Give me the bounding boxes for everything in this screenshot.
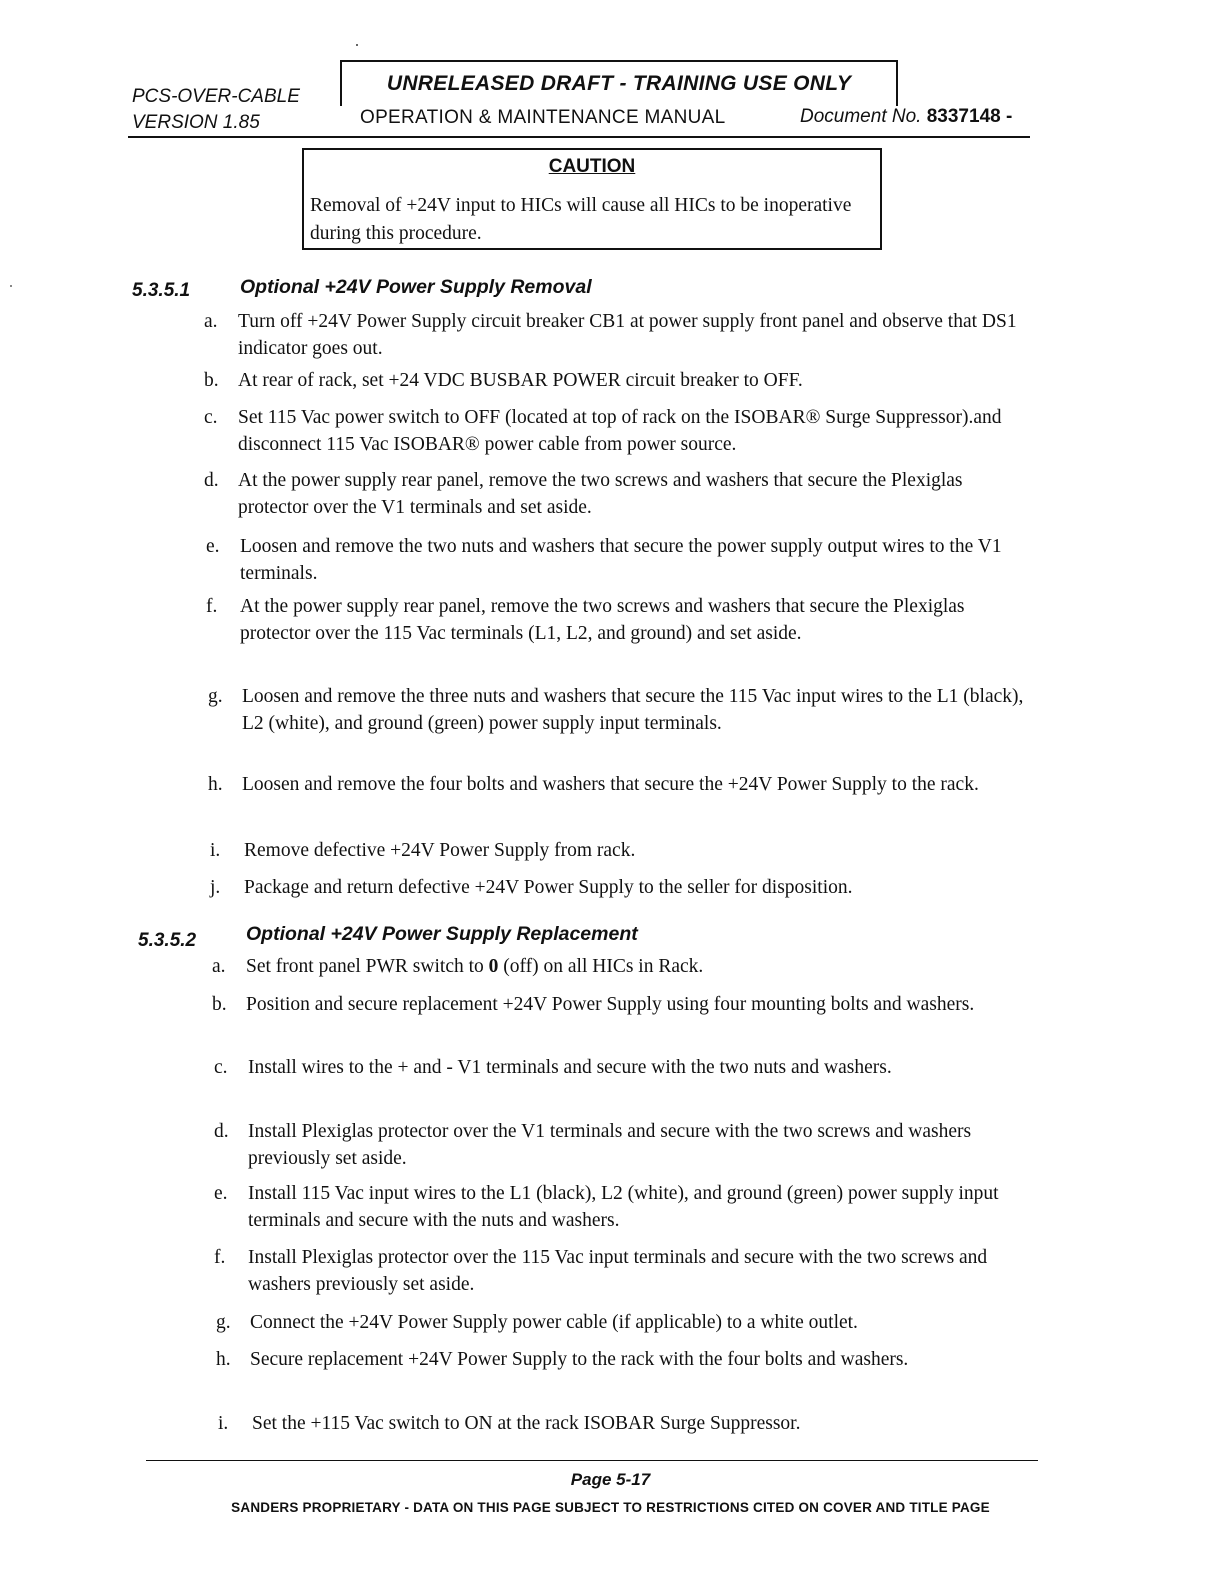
section-title: Optional +24V Power Supply Replacement: [246, 923, 638, 945]
step-text-part: (off) on all HICs in Rack.: [498, 956, 704, 977]
step-text: Secure replacement +24V Power Supply to the rack with the four bolts and washers.: [250, 1349, 909, 1370]
step-label: g.: [208, 686, 223, 707]
step-text: Loosen and remove the four bolts and washers that secure the +24V Power Supply to the rack.: [242, 774, 979, 795]
draft-banner-box: [340, 60, 898, 106]
proprietary-notice: SANDERS PROPRIETARY - DATA ON THIS PAGE SUBJECT TO RESTRICTIONS CITED ON COVER AND TITLE PAGE: [231, 1500, 990, 1515]
list-item: [208, 771, 1028, 798]
step-text-bold: 0: [488, 956, 499, 977]
step-text-part: Set front panel PWR switch to: [246, 956, 489, 977]
list-item: [214, 1054, 1034, 1081]
step-text: At the power supply rear panel, remove the two screws and washers that secure the Plexiglas protector over the V1 terminals and set aside.: [238, 470, 963, 518]
list-item: [204, 308, 1024, 362]
step-label: c.: [214, 1057, 228, 1078]
step-label: a.: [212, 956, 226, 977]
step-label: f.: [214, 1247, 226, 1268]
section-number: 5.3.5.2: [138, 930, 197, 951]
draft-banner: UNRELEASED DRAFT - TRAINING USE ONLY: [386, 72, 852, 95]
step-label: j.: [210, 877, 221, 898]
step-text: At the power supply rear panel, remove the two screws and washers that secure the Plexiglas protector over the 115 Vac terminals (L1, L2, and ground) and set aside.: [240, 596, 965, 644]
step-text: Set the +115 Vac switch to ON at the rack ISOBAR Surge Suppressor.: [252, 1413, 801, 1434]
list-item: [216, 1309, 1036, 1336]
document-number: [800, 106, 1012, 128]
list-item: [216, 1346, 1036, 1373]
doc-label: Document No.: [800, 106, 922, 127]
caution-box: [302, 148, 882, 250]
header-product: [132, 84, 300, 136]
step-text: Remove defective +24V Power Supply from rack.: [244, 840, 636, 861]
product-version: VERSION 1.85: [132, 112, 260, 133]
list-item: [214, 1244, 1034, 1298]
doc-number-value: 8337148 -: [926, 106, 1013, 127]
list-item: [204, 404, 1024, 458]
step-label: d.: [214, 1121, 229, 1142]
step-text: Install Plexiglas protector over the V1 terminals and secure with the two screws and washers previously set aside.: [248, 1121, 972, 1169]
step-text: Connect the +24V Power Supply power cable (if applicable) to a white outlet.: [250, 1312, 858, 1333]
list-item: [214, 1180, 1034, 1234]
manual-title: OPERATION & MAINTENANCE MANUAL: [360, 107, 726, 128]
step-label: h.: [208, 774, 223, 795]
scan-speck: [356, 44, 358, 46]
step-label: e.: [214, 1183, 228, 1204]
step-text: [246, 953, 1032, 980]
step-text: Package and return defective +24V Power Supply to the seller for disposition.: [244, 877, 853, 898]
list-item: [218, 1410, 1038, 1437]
step-label: i.: [210, 840, 221, 861]
step-label: c.: [204, 407, 218, 428]
list-item: [208, 683, 1028, 737]
step-text: Install 115 Vac input wires to the L1 (black), L2 (white), and ground (green) power supply input terminals and secure with the nuts and washers.: [248, 1183, 999, 1231]
list-item: [206, 593, 1026, 647]
step-label: h.: [216, 1349, 231, 1370]
step-text: Install wires to the + and - V1 terminals and secure with the two nuts and washers.: [248, 1057, 892, 1078]
list-item: [212, 991, 1032, 1018]
footer-divider: [146, 1460, 1038, 1461]
step-text: Install Plexiglas protector over the 115 Vac input terminals and secure with the two screws and washers previously set aside.: [248, 1247, 988, 1295]
step-label: b.: [204, 370, 219, 391]
caution-text: Removal of +24V input to HICs will cause all HICs to be inoperative during this procedure.: [310, 195, 852, 244]
step-label: b.: [212, 994, 227, 1015]
list-item: [214, 1118, 1034, 1172]
list-item: [212, 953, 1032, 980]
step-label: e.: [206, 536, 220, 557]
step-text: Loosen and remove the two nuts and washers that secure the power supply output wires to the V1 terminals.: [240, 536, 1002, 584]
caution-title: CAUTION: [548, 156, 636, 177]
step-text: At rear of rack, set +24 VDC BUSBAR POWER circuit breaker to OFF.: [238, 370, 803, 391]
scan-speck: [10, 285, 12, 287]
step-label: g.: [216, 1312, 231, 1333]
list-item: [206, 533, 1026, 587]
step-text: Position and secure replacement +24V Power Supply using four mounting bolts and washers.: [246, 994, 975, 1015]
step-text: Set 115 Vac power switch to OFF (located at top of rack on the ISOBAR® Surge Suppressor).and disconnect 115 Vac ISOBAR® power cable from power source.: [238, 407, 1002, 455]
step-label: a.: [204, 311, 218, 332]
step-text: Turn off +24V Power Supply circuit breaker CB1 at power supply front panel and observe that DS1 indicator goes out.: [238, 311, 1017, 359]
list-item: [210, 874, 1030, 901]
list-item: [204, 367, 1024, 394]
list-item: [210, 837, 1030, 864]
list-item: [204, 467, 1024, 521]
step-label: d.: [204, 470, 219, 491]
header-divider: [128, 136, 1030, 138]
section-number: 5.3.5.1: [132, 280, 191, 301]
step-text: Loosen and remove the three nuts and washers that secure the 115 Vac input wires to the L1 (black), L2 (white), and ground (green) power supply input terminals.: [242, 686, 1024, 734]
page-number: Page 5-17: [570, 1470, 651, 1489]
step-label: f.: [206, 596, 218, 617]
product-name: PCS-OVER-CABLE: [132, 86, 300, 107]
step-label: i.: [218, 1413, 229, 1434]
section-title: Optional +24V Power Supply Removal: [240, 276, 592, 298]
